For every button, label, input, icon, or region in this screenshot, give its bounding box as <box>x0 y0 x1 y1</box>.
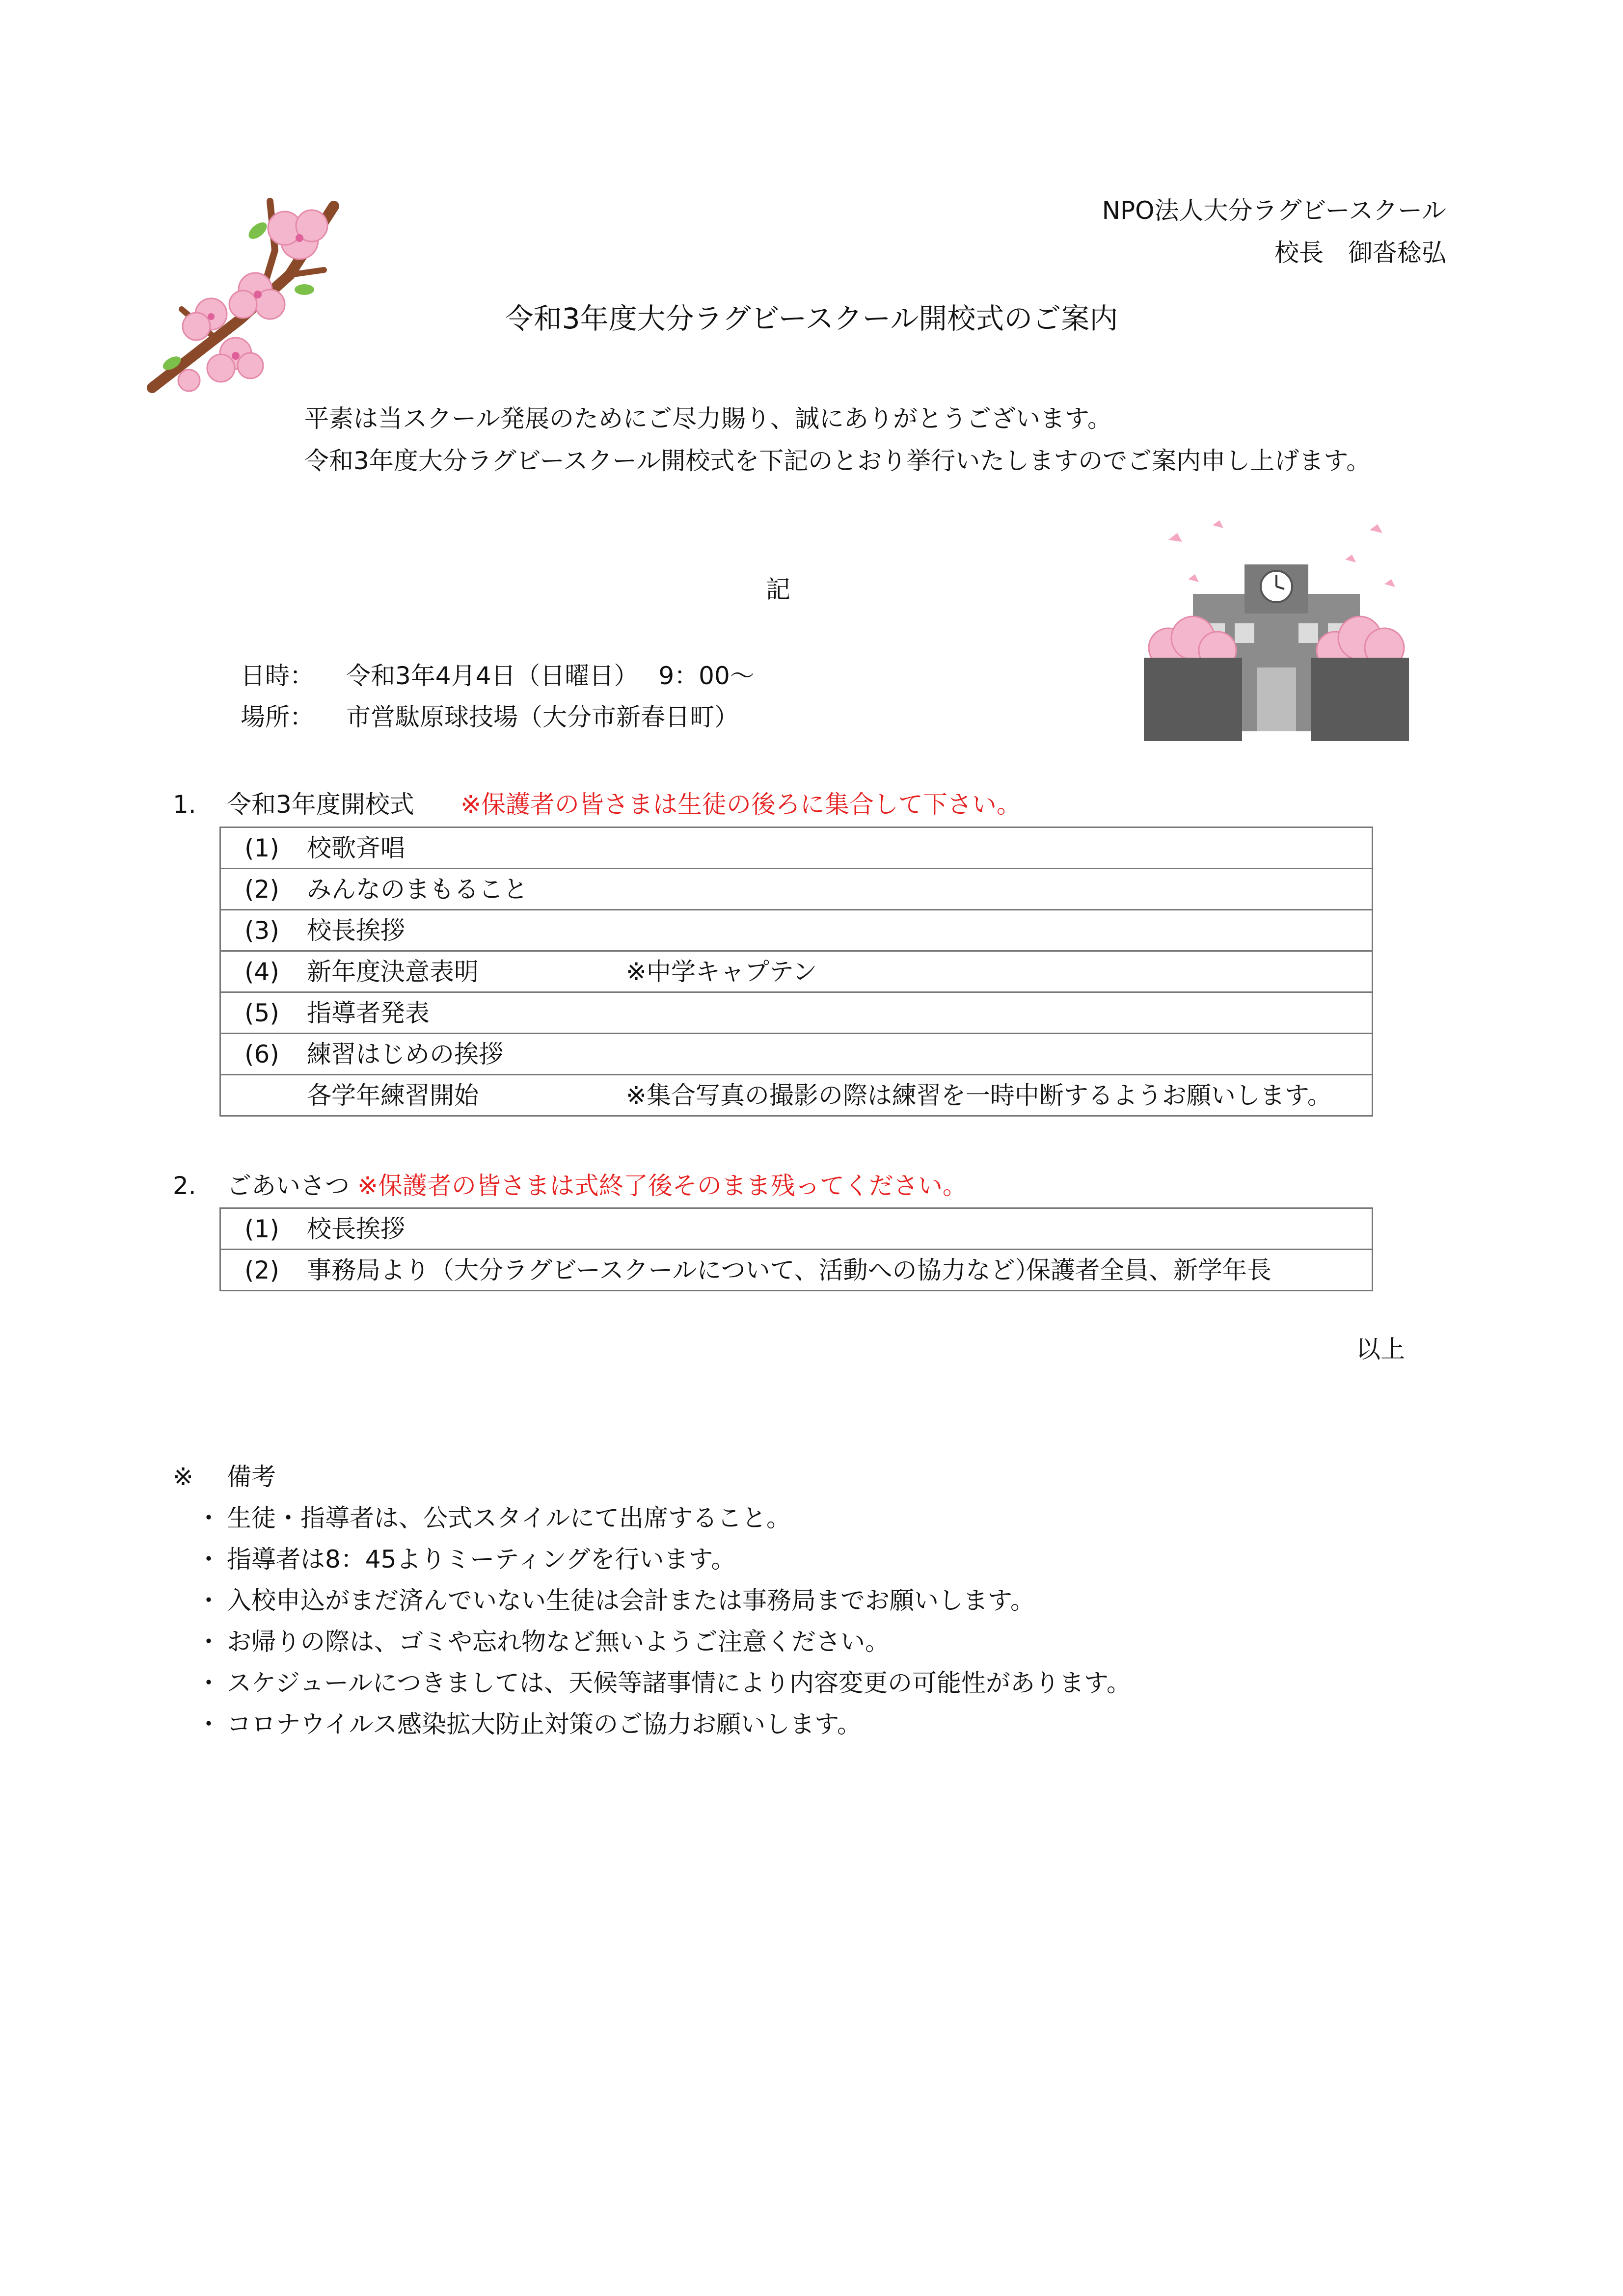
table-row <box>219 1250 1373 1291</box>
bullet-icon: ・ <box>196 1710 221 1738</box>
section1-heading: 令和3年度開校式 <box>227 790 414 819</box>
row-number: (6) <box>244 1040 279 1068</box>
remarks-heading: 備考 <box>227 1463 276 1491</box>
datetime-value: 令和3年4月4日（日曜日） 9：00〜 <box>346 662 755 690</box>
section2-number: 2. <box>173 1172 196 1200</box>
ki-heading: 記 <box>766 575 790 604</box>
row-note: 保護者全員、新学年長 <box>1026 1256 1271 1284</box>
table-row <box>219 828 1373 869</box>
table-row <box>219 869 1373 910</box>
cherry-blossom-branch-illustration <box>142 191 349 398</box>
row-number: (5) <box>244 999 279 1027</box>
place-label: 場所： <box>241 703 314 731</box>
bullet-icon: ・ <box>196 1586 221 1615</box>
row-item: 新年度決意表明 <box>307 958 479 986</box>
remarks-mark: ※ <box>173 1463 193 1491</box>
remark-item: コロナウイルス感染拡大防止対策のご協力お願いします。 <box>227 1710 862 1738</box>
row-number: (3) <box>244 916 279 945</box>
section2-note: ※保護者の皆さまは式終了後そのまま残ってください。 <box>357 1172 967 1200</box>
row-note: ※集合写真の撮影の際は練習を一時中断するようお願いします。 <box>626 1081 1332 1110</box>
row-item: 各学年練習開始 <box>307 1081 479 1110</box>
sender-principal: 校長 御沓稔弘 <box>1274 239 1446 267</box>
greeting-line-2: 令和3年度大分ラグビースクール開校式を下記のとおり挙行いたしますのでご案内申し上げます。 <box>304 447 1371 475</box>
table-row <box>219 1075 1373 1117</box>
document-title: 令和3年度大分ラグビースクール開校式のご案内 <box>505 302 1118 335</box>
school-building-illustration <box>1139 520 1414 746</box>
datetime-label: 日時： <box>241 662 314 690</box>
greeting-line-1: 平素は当スクール発展のためにご尽力賜り、誠にありがとうございます。 <box>304 404 1112 433</box>
row-item: 校長挨拶 <box>307 1215 405 1243</box>
row-number: (1) <box>244 834 279 862</box>
row-item: みんなのまもること <box>307 875 528 904</box>
bullet-icon: ・ <box>196 1628 221 1656</box>
row-number: (2) <box>244 875 279 904</box>
remark-item: スケジュールにつきましては、天候等諸事情により内容変更の可能性があります。 <box>227 1669 1131 1697</box>
table-row <box>219 993 1373 1034</box>
remark-item: 指導者は8：45よりミーティングを行います。 <box>227 1545 736 1574</box>
section2-heading: ごあいさつ <box>227 1172 350 1200</box>
place-value: 市営駄原球技場（大分市新春日町） <box>346 703 739 731</box>
row-note: ※中学キャプテン <box>626 958 817 986</box>
bullet-icon: ・ <box>196 1669 221 1697</box>
section1-note: ※保護者の皆さまは生徒の後ろに集合して下さい。 <box>460 790 1021 819</box>
remark-item: お帰りの際は、ゴミや忘れ物など無いようご注意ください。 <box>227 1628 890 1656</box>
row-item: 練習はじめの挨拶 <box>307 1040 503 1068</box>
section1-number: 1. <box>173 790 196 819</box>
row-item: 事務局より（大分ラグビースクールについて、活動への協力など） <box>307 1256 1040 1284</box>
remark-item: 生徒・指導者は、公式スタイルにて出席すること。 <box>227 1504 791 1532</box>
row-item: 校歌斉唱 <box>307 834 405 862</box>
closing-text: 以上 <box>1356 1335 1405 1363</box>
table-row <box>219 910 1373 952</box>
row-item: 指導者発表 <box>307 999 430 1027</box>
table-row <box>219 952 1373 993</box>
row-number: (2) <box>244 1256 279 1284</box>
remark-item: 入校申込がまだ済んでいない生徒は会計または事務局までお願いします。 <box>227 1586 1035 1615</box>
row-number: (1) <box>244 1215 279 1243</box>
bullet-icon: ・ <box>196 1504 221 1532</box>
row-number: (4) <box>244 958 279 986</box>
table-row <box>219 1209 1373 1250</box>
bullet-icon: ・ <box>196 1545 221 1574</box>
table-row <box>219 1034 1373 1075</box>
section2-program-table <box>219 1207 1373 1291</box>
row-item: 校長挨拶 <box>307 916 405 945</box>
section1-program-table <box>219 827 1373 1117</box>
sender-organization: NPO法人大分ラグビースクール <box>1102 196 1446 225</box>
